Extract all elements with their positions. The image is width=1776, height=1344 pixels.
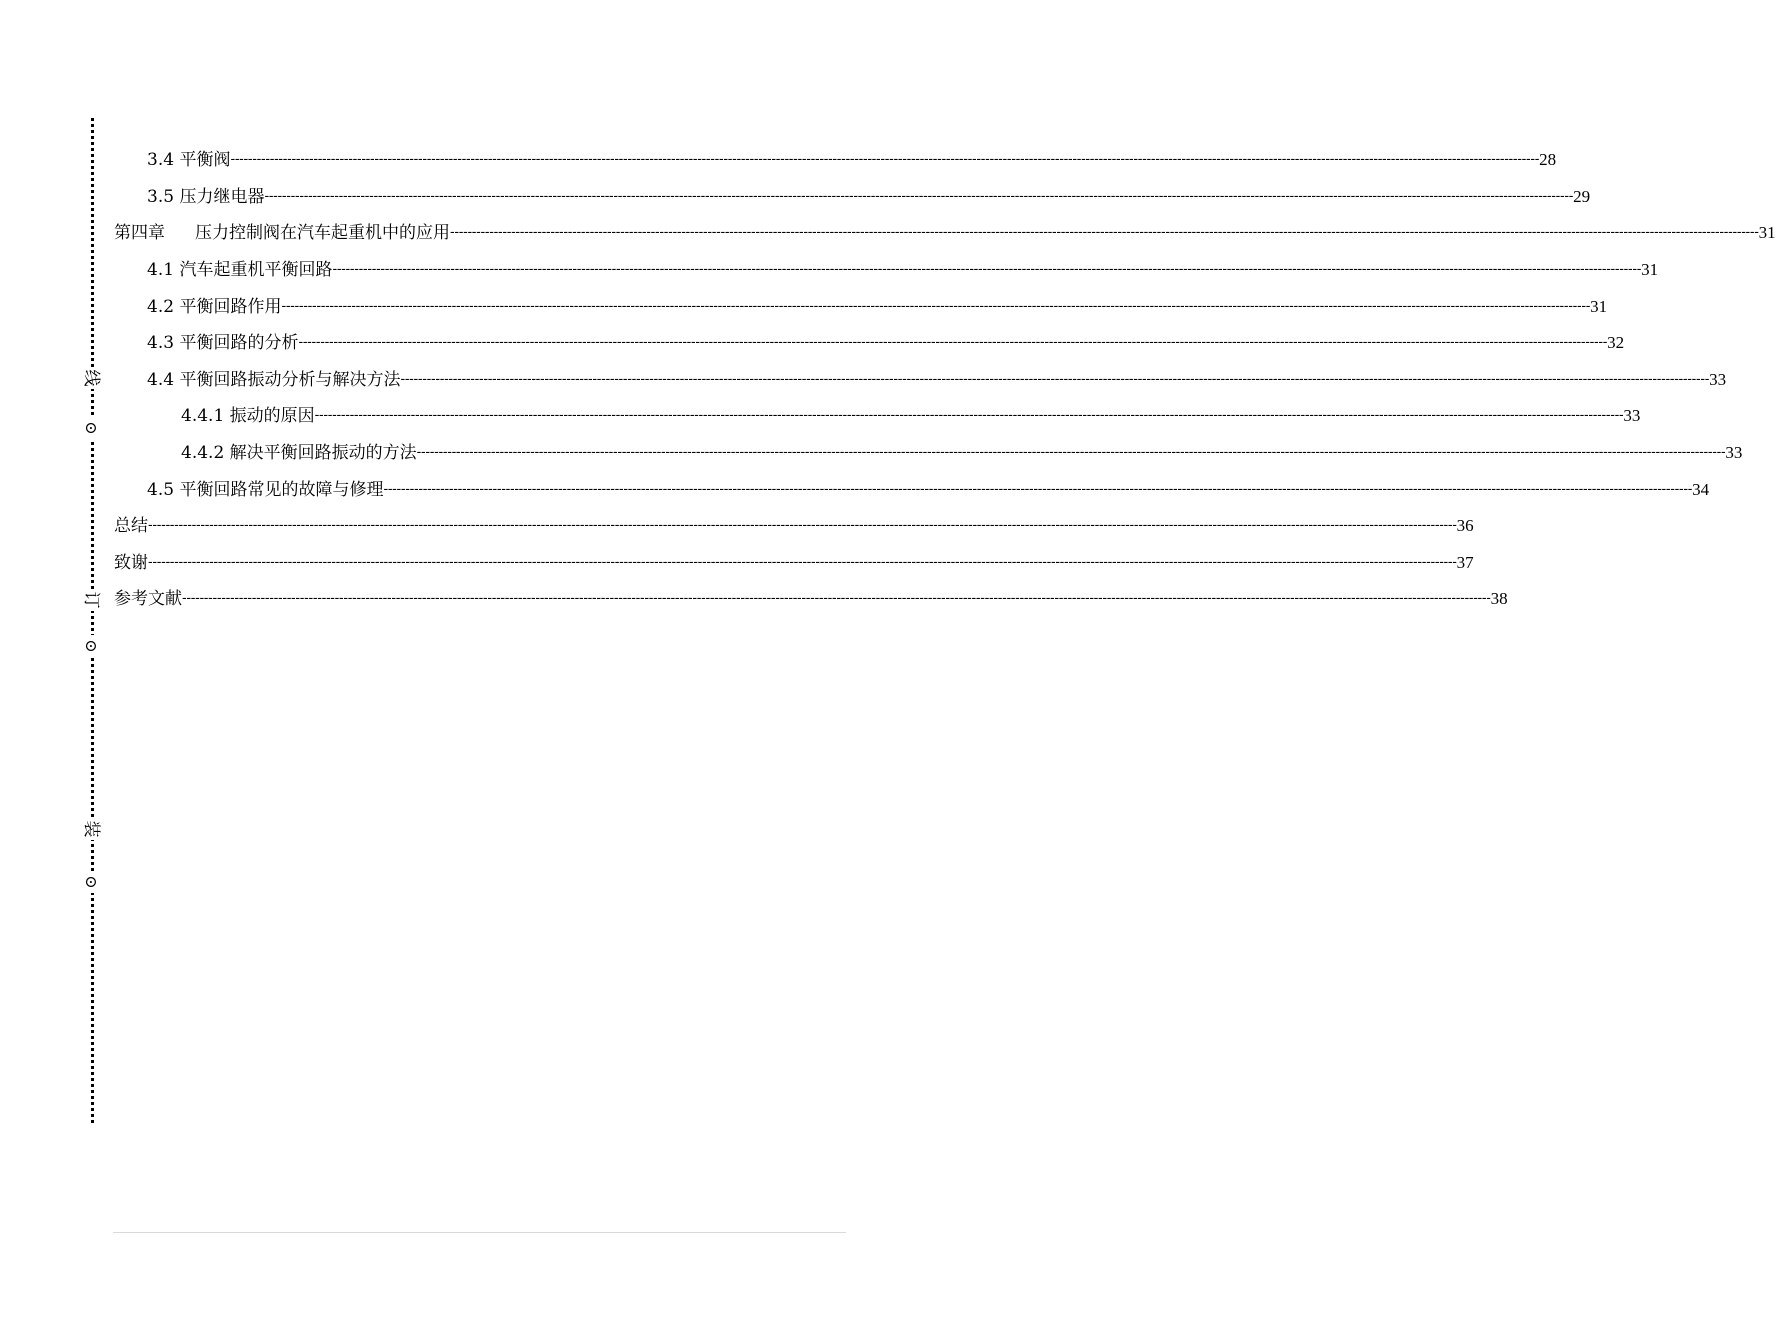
toc-entry[interactable]	[114, 586, 1508, 610]
toc-entry-title: 致谢	[114, 553, 148, 573]
footer-rule	[113, 1232, 846, 1233]
toc-page-number: 38	[1490, 589, 1508, 608]
toc-page-number: 32	[1607, 333, 1625, 352]
toc-dot-leader: ------------------------------------------------------------------------------------------------------------------------------------------------------------------------------------------------------------------------------------------------------------------------------------------------------------	[298, 333, 1608, 349]
binding-circle-dot-icon: ⊙	[80, 635, 102, 657]
toc-entry[interactable]	[114, 513, 1474, 537]
toc-dot-leader: ------------------------------------------------------------------------------------------------------------------------------------------------------------------------------------------------------------------------------------------------------------------------------------------------------------	[148, 553, 1457, 569]
toc-page-number: 31	[1758, 223, 1776, 242]
toc-entry[interactable]	[147, 184, 1591, 208]
toc-entry-title: 4.5 平衡回路常见的故障与修理	[147, 480, 384, 500]
binding-mark-xian: 线	[80, 367, 102, 389]
binding-mark-zhuang: 装	[80, 818, 102, 840]
toc-dot-leader: ------------------------------------------------------------------------------------------------------------------------------------------------------------------------------------------------------------------------------------------------------------------------------------------------------------	[332, 260, 1642, 276]
toc-dot-leader: ------------------------------------------------------------------------------------------------------------------------------------------------------------------------------------------------------------------------------------------------------------------------------------------------------------	[314, 406, 1624, 422]
toc-entry[interactable]	[147, 147, 1557, 171]
toc-dot-leader: ------------------------------------------------------------------------------------------------------------------------------------------------------------------------------------------------------------------------------------------------------------------------------------------------------------	[264, 187, 1574, 203]
toc-dot-leader: ------------------------------------------------------------------------------------------------------------------------------------------------------------------------------------------------------------------------------------------------------------------------------------------------------------	[148, 516, 1457, 532]
toc-entry-title	[114, 222, 450, 244]
binding-circle-dot-icon: ⊙	[80, 417, 102, 439]
toc-page-number: 33	[1725, 443, 1743, 462]
toc-entry-title: 4.4.1 振动的原因	[181, 406, 315, 426]
binding-circle-dot-icon: ⊙	[80, 871, 102, 893]
toc-dot-leader: ------------------------------------------------------------------------------------------------------------------------------------------------------------------------------------------------------------------------------------------------------------------------------------------------------------	[416, 443, 1726, 459]
toc-page-number: 31	[1590, 297, 1608, 316]
toc-dot-leader: ------------------------------------------------------------------------------------------------------------------------------------------------------------------------------------------------------------------------------------------------------------------------------------------------------------	[230, 150, 1540, 166]
toc-entry-title: 3.4 平衡阀	[147, 150, 231, 170]
toc-subentry[interactable]	[181, 440, 1743, 464]
toc-page-number: 37	[1456, 553, 1474, 572]
toc-page-number: 34	[1692, 480, 1710, 499]
toc-dot-leader: ------------------------------------------------------------------------------------------------------------------------------------------------------------------------------------------------------------------------------------------------------------------------------------------------------------	[281, 297, 1591, 313]
toc-entry-title: 4.4.2 解决平衡回路振动的方法	[181, 443, 417, 463]
toc-page-number: 36	[1456, 516, 1474, 535]
toc-dot-leader: ------------------------------------------------------------------------------------------------------------------------------------------------------------------------------------------------------------------------------------------------------------------------------------------------------------	[182, 589, 1491, 605]
toc-dot-leader: ------------------------------------------------------------------------------------------------------------------------------------------------------------------------------------------------------------------------------------------------------------------------------------------------------------	[383, 480, 1693, 496]
toc-entry[interactable]	[147, 257, 1659, 281]
toc-chapter-number: 第四章	[114, 223, 165, 243]
toc-entry[interactable]	[147, 367, 1727, 391]
toc-entry[interactable]	[147, 294, 1608, 318]
toc-entry-title: 参考文献	[114, 589, 182, 609]
toc-entry-title: 4.1 汽车起重机平衡回路	[147, 260, 333, 280]
toc-chapter-entry[interactable]	[114, 220, 1776, 244]
toc-dot-leader: ------------------------------------------------------------------------------------------------------------------------------------------------------------------------------------------------------------------------------------------------------------------------------------------------------------	[450, 223, 1759, 239]
toc-entry-title: 4.2 平衡回路作用	[147, 297, 282, 317]
binding-mark-ding: 订	[80, 589, 102, 611]
toc-page-number: 29	[1573, 187, 1591, 206]
toc-entry-title: 4.3 平衡回路的分析	[147, 333, 299, 353]
binding-dotted-line	[91, 118, 94, 1123]
toc-entry[interactable]	[147, 477, 1710, 501]
toc-chapter-title: 压力控制阀在汽车起重机中的应用	[195, 223, 450, 243]
toc-entry-title: 3.5 压力继电器	[147, 187, 265, 207]
toc-entry-title: 总结	[114, 516, 148, 536]
toc-page-number: 28	[1539, 150, 1557, 169]
toc-subentry[interactable]	[181, 403, 1641, 427]
toc-page-number: 33	[1623, 406, 1641, 425]
toc-entry[interactable]	[114, 550, 1474, 574]
toc-dot-leader: ------------------------------------------------------------------------------------------------------------------------------------------------------------------------------------------------------------------------------------------------------------------------------------------------------------	[400, 370, 1710, 386]
toc-page-number: 33	[1709, 370, 1727, 389]
toc-entry-title: 4.4 平衡回路振动分析与解决方法	[147, 370, 401, 390]
toc-entry[interactable]	[147, 330, 1625, 354]
toc-page-number: 31	[1641, 260, 1659, 279]
